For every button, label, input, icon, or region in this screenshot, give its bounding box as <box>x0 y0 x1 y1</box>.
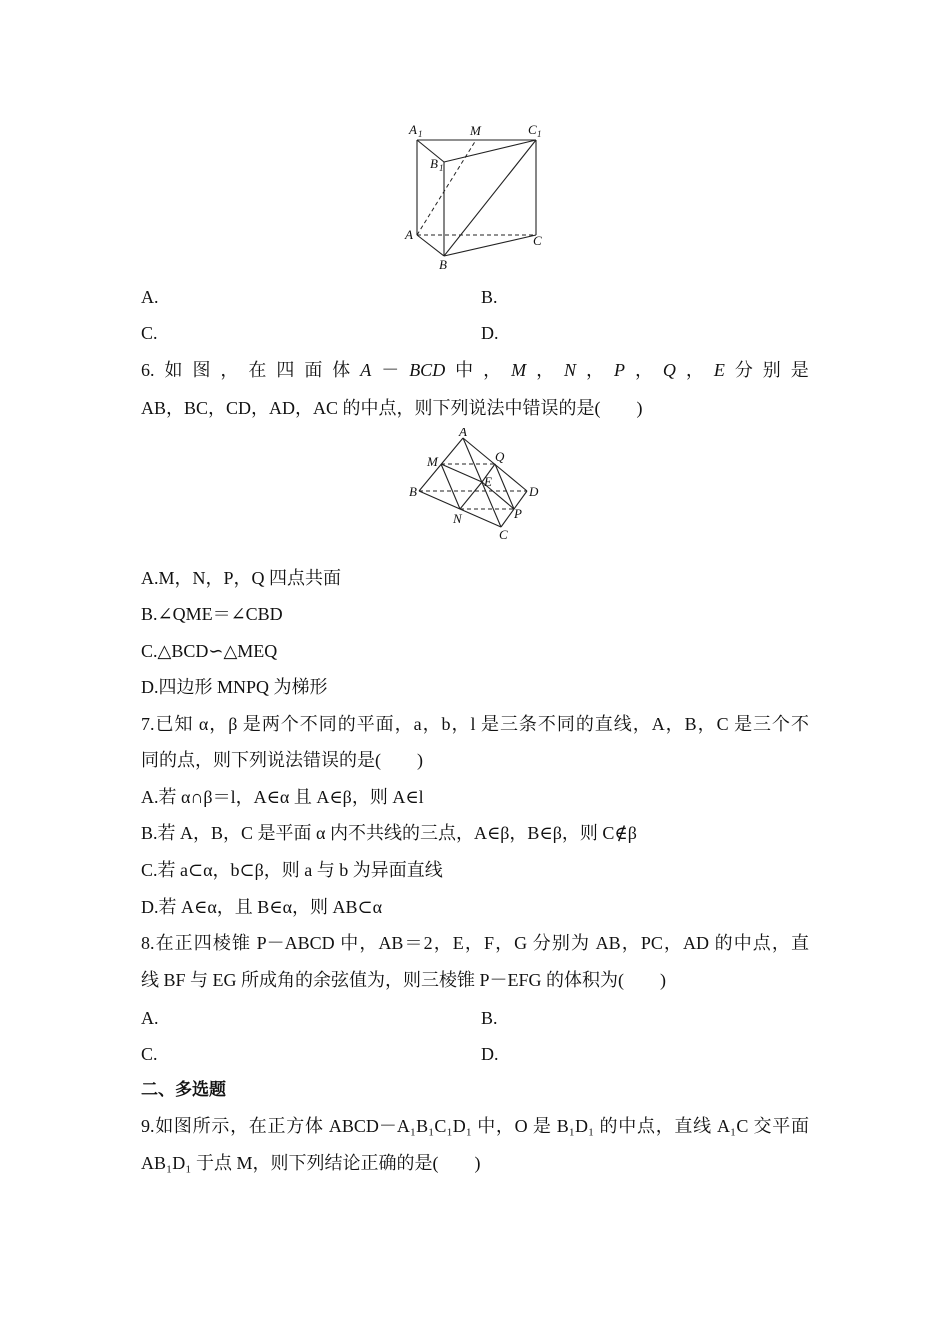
label-q: Q <box>495 449 505 464</box>
edge-ab <box>417 235 444 256</box>
label-b: B <box>409 484 417 499</box>
label-d: D <box>529 484 539 499</box>
q5-option-a: A. <box>141 287 159 307</box>
label-n: N <box>453 511 462 526</box>
edge-am-hidden <box>417 140 476 235</box>
prism-figure <box>400 120 560 275</box>
q7-stem-line2: 同的点，则下列说法错误的是( ) <box>141 750 423 770</box>
label-a: A <box>459 428 467 439</box>
q8-option-d: D. <box>481 1044 499 1064</box>
edge-ne <box>460 482 482 509</box>
q8-option-c: C. <box>141 1044 158 1064</box>
q8-stem-line2: 线 BF 与 EG 所成角的余弦值为，则三棱锥 P－EFG 的体积为( ) <box>141 970 667 990</box>
q5-option-d: D. <box>481 323 499 343</box>
label-m: M <box>427 454 438 469</box>
q9-stem-line2: AB₁D₁ 于点 M，则下列结论正确的是( ) <box>141 1153 481 1173</box>
q9-stem-line1: 9.如图所示，在正方体 ABCD－A₁B₁C₁D₁ 中，O 是 B₁D₁ 的中点，直线 A₁C 交平面 <box>141 1116 809 1136</box>
q7-option-b: B.若 A，B，C 是平面 α 内不共线的三点，A∈β，B∈β，则 C∉β <box>141 823 637 843</box>
q6-stem-line2: AB，BC，CD，AD，AC 的中点，则下列说法中错误的是( ) <box>141 398 643 418</box>
label-m: M <box>470 123 481 138</box>
q6-option-a: A.M，N，P，Q 四点共面 <box>141 568 342 588</box>
label-p: P <box>514 506 522 521</box>
svg-text:1: 1 <box>537 129 542 139</box>
q5-option-b: B. <box>481 287 498 307</box>
tetrahedron-diagram <box>405 428 545 543</box>
q6-stem-line1: 6. 如 图 ， 在 四 面 体 A － BCD 中 ， M ， N ， P ， Q ， E 分 别 是 <box>141 360 809 380</box>
section-heading: 二、多选题 <box>141 1080 226 1100</box>
tetrahedron-figure <box>405 428 545 543</box>
label-b1: B <box>430 156 438 171</box>
label-c: C <box>533 233 542 248</box>
label-c1: C <box>528 122 537 137</box>
q6-option-d: D.四边形 MNPQ 为梯形 <box>141 677 328 697</box>
q6-option-b: B.∠QME＝∠CBD <box>141 604 283 624</box>
q7-option-c: C.若 a⊂α，b⊂β，则 a 与 b 为异面直线 <box>141 860 443 880</box>
edge-b1c1 <box>444 140 536 162</box>
label-c: C <box>499 527 508 542</box>
label-b: B <box>439 257 447 272</box>
prism-diagram <box>400 120 560 275</box>
q7-option-a: A.若 α∩β＝l，A∈α 且 A∈β，则 A∈l <box>141 787 424 807</box>
q8-option-a: A. <box>141 1008 159 1028</box>
label-e: E <box>484 474 492 489</box>
q6-option-c: C.△BCD∽△MEQ <box>141 641 278 661</box>
svg-text:1: 1 <box>418 129 423 139</box>
label-a: A <box>405 227 413 242</box>
q5-option-c: C. <box>141 323 158 343</box>
label-a1: A <box>409 122 417 137</box>
svg-text:1: 1 <box>439 163 444 173</box>
edge-qp <box>495 464 514 509</box>
q7-stem-line1: 7.已知 α，β 是两个不同的平面，a，b，l 是三条不同的直线，A，B，C 是三个不 <box>141 714 809 734</box>
q8-stem-line1: 8.在正四棱锥 P－ABCD 中，AB＝2，E，F，G 分别为 AB，PC，AD 的中点，直 <box>141 933 809 953</box>
q7-option-d: D.若 A∈α，且 B∈α，则 AB⊂α <box>141 897 383 917</box>
q8-option-b: B. <box>481 1008 498 1028</box>
